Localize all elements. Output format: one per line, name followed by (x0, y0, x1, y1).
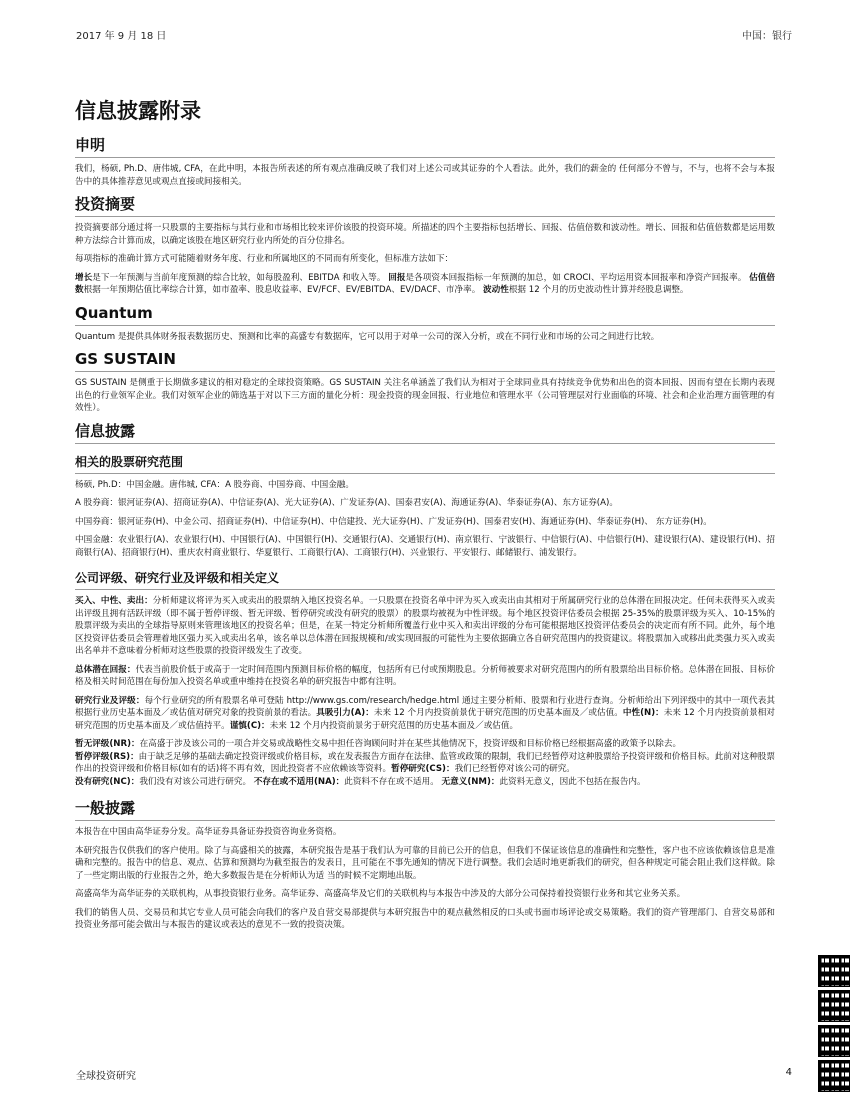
return-def: 是各项资本回报指标一年预测的加总，如 CROCI、平均运用资本回报率和净资产回报率。 (405, 272, 747, 283)
coverage-views (75, 695, 775, 733)
na-term: 不存在或不适用(NA)： (253, 776, 345, 787)
rating-codes (75, 738, 775, 788)
volatility-term: 波动性 (483, 285, 509, 295)
coverage-def: 每个行业研究的所有股票名单可登陆 http://www.gs.com/research/hedge.html 通过主要分析师、股票和行业进行查询。分析师给出下列评级中的其中一项代表其根据行业历史基本面及／或估值对研究对象的投资前景的看法。 (75, 695, 775, 718)
rs-term: 暂停评级(RS)： (75, 751, 139, 762)
statement-heading: 申明 (75, 135, 775, 158)
investment-summary-heading: 投资摘要 (75, 194, 775, 217)
total-return-potential (75, 664, 775, 689)
coverage-china-financials: 中国金融：农业银行(A)、农业银行(H)、中国银行(A)、中国银行(H)、交通银行(A)、交通银行(H)、南京银行、宁波银行、中信银行(A)、中信银行(H)、建设银行(A)、建设银行(H)、招商银行(A)、招商银行(H)、重庆农村商业银行、华夏银行、工商银行(A)、工商银行(H)、兴业银行、平安银行、邮储银行、浦发银行。 (75, 535, 775, 558)
rating-buy-neutral-sell (75, 595, 775, 658)
coverage-term: 研究行业及评级： (75, 695, 145, 706)
neutral-def: 未来 12 个月内投资前景相对研究范围的历史基本面及／或估值持平。 (75, 708, 775, 731)
rating-def: 分析师建议将评为买入或卖出的股票纳入地区投资名单。一只股票在投资名单中评为买入或卖出由其相对于所属研究行业的总体潜在回报决定。任何未获得买入或卖出评级且拥有活跃评级（即不属于暂停评级、暂无评级、暂停研究或没有研究的股票）的股票均被视为中性评级。每个地区投资评估委员会根据 25-35%的股票评级为买入、10-15%的股票评级为卖出的全球指导原则来管理该地区的投资名单；但是，在某一特定分析师所覆盖行业中买入和卖出评级的分布可能根据地区投资评估委员会的决定而有所不同。此外，每个地区投资评估委员会管理着地区强力买入或卖出名单，该名单以总体潜在回报规模和/或实现回报的可能性为主要依据确立各自研究范围内的投资建议。将股票加入或移出此类强力买入或卖出名单并不意味着分析师对这些股票的投资评级发生了改变。 (75, 596, 775, 656)
attractive-term: 具吸引力(A)： (316, 708, 374, 718)
quantum-text: Quantum 是提供具体财务报表数据历史、预测和比率的高盛专有数据库，它可以用于对单一公司的深入分析，或在不同行业和市场的公司之间进行比较。 (75, 331, 660, 342)
qr-code-icon (818, 955, 850, 987)
nr-def: 在高盛于涉及该公司的一项合并交易或战略性交易中担任咨询顾问时并在某些其他情况下，投资评级和目标价格已经根据高盛的政策予以除去。 (139, 739, 682, 749)
nm-def: 此资料无意义，因此不包括在报告内。 (499, 776, 646, 787)
gs-sustain-heading: GS SUSTAIN (75, 349, 775, 372)
growth-term: 增长 (75, 272, 93, 283)
volatility-def: 根据 12 个月的历史波动性计算并经股息调整。 (508, 285, 689, 295)
multiple-def: 根据一年预期估值比率综合计算，如市盈率、股息收益率、EV/FCF、EV/EBITDA、EV/DACF、市净率。 (83, 285, 481, 295)
cautious-term: 谨慎(C)： (229, 720, 270, 731)
rating-term: 买入、中性、卖出： (75, 596, 153, 606)
attractive-def: 未来 12 个月内投资前景优于研究范围的历史基本面及／或估值。 (373, 708, 623, 718)
general-p2: 本研究报告仅供我们的客户使用。除了与高盛相关的披露，本研究报告是基于我们认为可靠的目前已公开的信息，但我们不保证该信息的准确性和完整性，客户也不应该依赖该信息是准确和完整的。报告中的信息、观点、估算和预测均为截至报告的发表日，且可能在不事先通知的情况下进行调整。我们会适时地更新我们的研究，但各种规定可能会阻止我们这样做。除了一些定期出版的行业报告之外，绝大多数报告是在分析师认为适 当的时候不定期地出版。 (75, 845, 775, 881)
general-p3: 高盛高华为高华证券的关联机构，从事投资银行业务。高华证券、高盛高华及它们的关联机构与本报告中涉及的大部分公司保持着投资银行业务和其它业务关系。 (75, 889, 686, 899)
qr-code-icon (818, 1025, 850, 1057)
ratings-heading: 公司评级、研究行业及评级和相关定义 (75, 569, 775, 590)
trp-term: 总体潜在回报： (75, 664, 136, 675)
nr-term: 暂无评级(NR)： (75, 739, 140, 749)
general-p4: 我们的销售人员、交易员和其它专业人员可能会向我们的客户及自营交易部提供与本研究报告中的观点截然相反的口头或书面市场评论或交易策略。我们的资产管理部门、自营交易部和投资业务部可能会做出与本报告的建议或表达的意见不一致的投资决策。 (75, 907, 775, 930)
gs-sustain-text: GS SUSTAIN 是侧重于长期做多建议的相对稳定的全球投资策略。GS SUSTAIN 关注名单涵盖了我们认为相对于全球同业具有持续竞争优势和出色的资本回报、因而有望在长期内表现出色的行业领军企业。我们对领军企业的筛选基于对以下三方面的量化分析：现金投资的现金回报、行业地位和管理水平（公司管理层对行业面临的环境、社会和企业治理方面管理的有效性）。 (75, 378, 775, 413)
investment-summary-p2: 每项指标的准确计算方式可能随着财务年度、行业和所属地区的不同而有所变化，但标准方法如下： (75, 254, 454, 264)
coverage-heading: 相关的股票研究范围 (75, 453, 775, 474)
nm-term: 无意义(NM)： (441, 776, 500, 787)
general-disclosures-heading: 一般披露 (75, 798, 775, 821)
neutral-term: 中性(N)： (622, 708, 664, 718)
page-number: 4 (785, 1067, 792, 1078)
growth-def: 是下一年预测与当前年度预测的综合比较，如每股盈利、EBITDA 和收入等。 (92, 272, 386, 283)
rs-def: 由于缺乏足够的基础去确定投资评级或价格目标，或在发表报告方面存在法律、监管或政策的限制，我们已经暂停对这种股票给予投资评级和价格目标。此前对这种股票作出的投资评级和价格目标(如有的话)将不再有效，因此投资者不应依赖该等资料。 (75, 751, 775, 774)
qr-code-strip (818, 955, 850, 1095)
report-category: 中国：银行 (742, 31, 792, 42)
investment-summary-p1: 投资摘要部分通过将一只股票的主要指标与其行业和市场相比较来评价该股的投资环境。所描述的四个主要指标包括增长、回报、估值倍数和波动性。增长、回报和估值倍数都是运用数种方法综合计算而成，以确定该股在地区研究行业内所处的百分位排名。 (75, 223, 775, 246)
report-date: 2017 年 9 月 18 日 (76, 31, 167, 42)
trp-def: 代表当前股价低于或高于一定时间范围内预测目标价格的幅度，包括所有已付或预期股息。分析师被要求对研究范围内的所有股票给出目标价格。总体潜在回报、目标价格及相关时间范围在每份加入投资名单或重申维持在投资名单的研究报告中都有注明。 (75, 664, 775, 687)
disclosures-heading: 信息披露 (75, 421, 775, 444)
multiple-term: 估值倍数 (75, 272, 775, 295)
nc-term: 没有研究(NC)： (75, 776, 140, 787)
return-term: 回报 (388, 272, 406, 283)
na-def: 此资料不存在或不适用。 (344, 776, 439, 787)
coverage-analysts: 杨硕, Ph.D：中国金融。唐伟城, CFA：A 股券商、中国券商、中国金融。 (75, 479, 354, 490)
nc-def: 我们没有对该公司进行研究。 (139, 776, 252, 787)
coverage-a-share-brokers: A 股券商：银河证券(A)、招商证券(A)、中信证券(A)、光大证券(A)、广发证券(A)、国泰君安(A)、海通证券(A)、华泰证券(A)、东方证券(A)。 (75, 498, 618, 508)
qr-code-icon (818, 1060, 850, 1092)
investment-summary-p3 (75, 272, 775, 297)
footer-label: 全球投资研究 (76, 1071, 136, 1082)
document-body (75, 96, 775, 938)
qr-code-icon (818, 990, 850, 1022)
general-p1: 本报告在中国由高华证券分发。高华证券具备证券投资咨询业务资格。 (75, 827, 342, 837)
statement-text: 我们，杨硕, Ph.D、唐伟城, CFA，在此申明，本报告所表述的所有观点准确反映了我们对上述公司或其证券的个人看法。此外，我们的薪金的 任何部分不曾与，不与，也将不会与本报告中的具体推荐意见或观点直接或间接相关。 (75, 164, 775, 187)
coverage-china-brokers: 中国券商：银河证券(H)、中金公司、招商证券(H)、中信证券(H)、中信建投、光大证券(H)、广发证券(H)、国泰君安(H)、海通证券(H)、华泰证券(H)、 东方证券(H)。 (75, 516, 712, 527)
cs-term: 暂停研究(CS)： (391, 764, 455, 774)
cs-def: 我们已经暂停对该公司的研究。 (454, 764, 575, 774)
cautious-def: 未来 12 个月内投资前景劣于研究范围的历史基本面及／或估值。 (269, 720, 519, 731)
page-title: 信息披露附录 (75, 99, 201, 123)
quantum-heading: Quantum (75, 303, 775, 326)
